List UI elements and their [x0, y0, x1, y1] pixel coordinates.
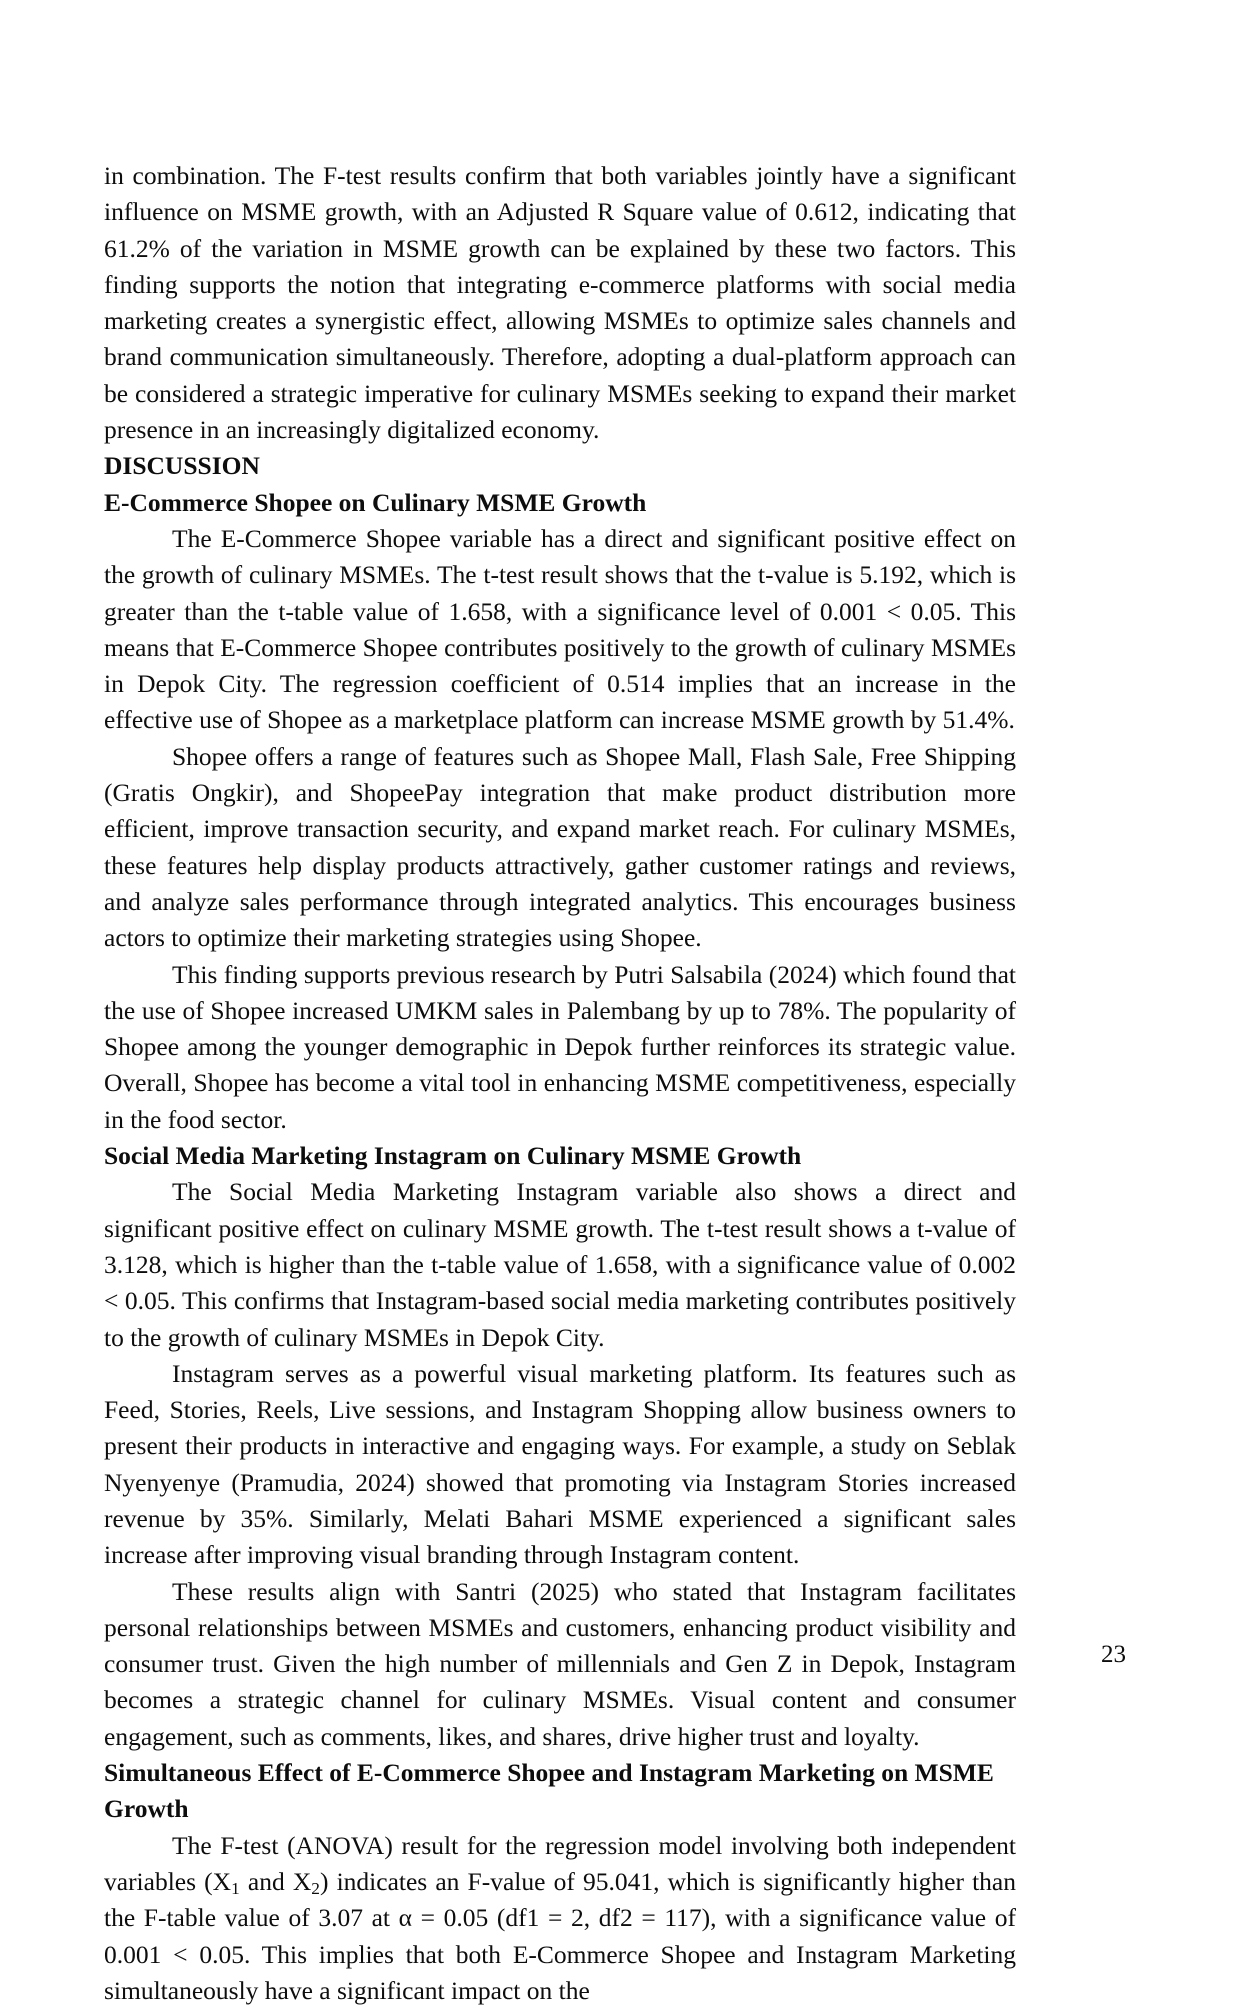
- page-number: 23: [1101, 1641, 1126, 1668]
- paragraph-intro-continuation: in combination. The F-test results confirm that both variables jointly have a significant influence on MSME growth, with an Adjusted R Square value of 0.612, indicating that 61.2% of the variation in MSME growth can be explained by these two factors. This finding supports the notion that integrating e-commerce platforms with social media marketing creates a synergistic effect, allowing MSMEs to optimize sales channels and brand communication simultaneously. Therefore, adopting a dual-platform approach can be considered a strategic imperative for culinary MSMEs seeking to expand their market presence in an increasingly digitalized economy.: [104, 161, 1016, 445]
- paragraph-instagram-1: The Social Media Marketing Instagram variable also shows a direct and significant positive effect on culinary MSME growth. The t-test result shows a t-value of 3.128, which is higher than the t-table value of 1.658, with a significance value of 0.002 < 0.05. This confirms that Instagram-based social media marketing contributes positively to the growth of culinary MSMEs in Depok City.: [104, 1177, 1016, 1352]
- x1-subscript: 1: [231, 1878, 240, 1898]
- paragraph-simultaneous-1: [104, 1828, 1016, 2009]
- heading-discussion: DISCUSSION: [104, 451, 260, 481]
- paragraph-instagram-2: Instagram serves as a powerful visual marketing platform. Its features such as Feed, Stories, Reels, Live sessions, and Instagram Shopping allow business owners to present their products in interactive and engaging ways. For example, a study on Seblak Nyenyenye (Pramudia, 2024) showed that promoting via Instagram Stories increased revenue by 35%. Similarly, Melati Bahari MSME experienced a significant sales increase after improving visual branding through Instagram content.: [104, 1358, 1016, 1570]
- paragraph-shopee-2: Shopee offers a range of features such as Shopee Mall, Flash Sale, Free Shipping (Gratis Ongkir), and ShopeePay integration that make product distribution more efficient, improve transaction security, and expand market reach. For culinary MSMEs, these features help display products attractively, gather customer ratings and reviews, and analyze sales performance through integrated analytics. This encourages business actors to optimize their marketing strategies using Shopee.: [104, 741, 1016, 953]
- paragraph-shopee-1: The E-Commerce Shopee variable has a direct and significant positive effect on the growth of culinary MSMEs. The t-test result shows that the t-value is 5.192, which is greater than the t-table value of 1.658, with a significance level of 0.001 < 0.05. This means that E-Commerce Shopee contributes positively to the growth of culinary MSMEs in Depok City. The regression coefficient of 0.514 implies that an increase in the effective use of Shopee as a marketplace platform can increase MSME growth by 51.4%.: [104, 523, 1016, 735]
- heading-social-media-instagram: Social Media Marketing Instagram on Culinary MSME Growth: [104, 1141, 802, 1171]
- paragraph-shopee-3: This finding supports previous research by Putri Salsabila (2024) which found that the use of Shopee increased UMKM sales in Palembang by up to 78%. The popularity of Shopee among the younger demographic in Depok further reinforces its strategic value. Overall, Shopee has become a vital tool in enhancing MSME competitiveness, especially in the food sector.: [104, 959, 1016, 1134]
- heading-ecommerce-shopee: E-Commerce Shopee on Culinary MSME Growth: [104, 487, 647, 517]
- heading-simultaneous-effect: Simultaneous Effect of E-Commerce Shopee and Instagram Marketing on MSME Growth: [104, 1758, 994, 1824]
- paragraph-instagram-3: These results align with Santri (2025) who stated that Instagram facilitates personal relationships between MSMEs and customers, enhancing product visibility and consumer trust. Given the high number of millennials and Gen Z in Depok, Instagram becomes a strategic channel for culinary MSMEs. Visual content and consumer engagement, such as comments, likes, and shares, drive higher trust and loyalty.: [104, 1576, 1016, 1751]
- ftest-text-part1: The F-test (ANOVA) result for the regression model involving both independent variables (X: [104, 1830, 1016, 1896]
- ftest-text-part2: and X: [239, 1866, 312, 1896]
- page-content: [104, 158, 1016, 2009]
- x2-subscript: 2: [311, 1878, 320, 1898]
- ftest-text-part3: ) indicates an F-value of 95.041, which is significantly higher than the F-table value of 3.07 at α = 0.05 (df1 = 2, df2 = 117), with a significance value of 0.001 < 0.05. This implies that both E-Commerce Shopee and Instagram Marketing simultaneously have a significant impact on the: [104, 1866, 1017, 2005]
